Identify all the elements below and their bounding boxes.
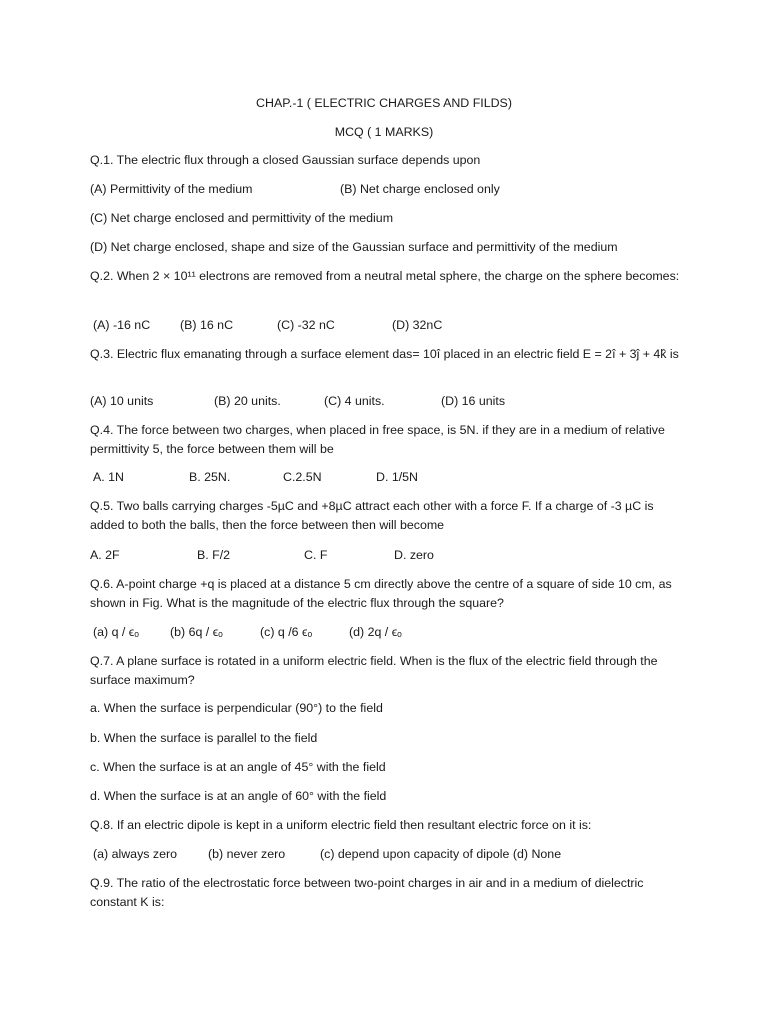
question-3-option-b: (B) 20 units. [214,394,281,408]
question-2-option-c: (C) -32 nC [277,318,335,332]
question-3-text: Q.3. Electric flux emanating through a surface element das= 10î placed in an electric field E = 2î + 3ĵ + 4k̂ is [90,347,679,361]
question-8-text: Q.8. If an electric dipole is kept in a uniform electric field then resultant electric force on it is: [90,818,592,832]
question-1-option-c: (C) Net charge enclosed and permittivity of the medium [90,211,394,225]
question-7-option-b: b. When the surface is parallel to the field [90,731,318,745]
question-2-option-b: (B) 16 nC [180,318,234,332]
question-4-option-c: C.2.5N [283,470,322,484]
question-5-text: Q.5. Two balls carrying charges -5µC and +8µC attract each other with a force F. If a charge of -3 µC is added to both the balls, then the force between then will become [90,499,654,532]
question-6-options [90,623,690,642]
question-9-text: Q.9. The ratio of the electrostatic force between two-point charges in air and in a medium of dielectric constant K is: [90,876,644,909]
question-3-option-c: (C) 4 units. [324,394,385,408]
question-8-option-c: (c) depend upon capacity of dipole (d) None [320,847,562,861]
question-1-options-row-1 [90,180,690,199]
question-3-option-d: (D) 16 units [441,394,506,408]
question-1-option-d: (D) Net charge enclosed, shape and size of the Gaussian surface and permittivity of the medium [90,240,618,254]
question-1-option-b: (B) Net charge enclosed only [340,182,500,196]
question-2-option-d: (D) 32nC [392,318,443,332]
question-5-option-b: B. F/2 [197,548,231,562]
question-6-text: Q.6. A-point charge +q is placed at a distance 5 cm directly above the centre of a square of side 10 cm, as shown in Fig. What is the magnitude of the electric flux through the square? [90,577,672,610]
question-7-option-c: c. When the surface is at an angle of 45° with the field [90,760,386,774]
question-7-text: Q.7. A plane surface is rotated in a uniform electric field. When is the flux of the electric field through the surface maximum? [90,654,658,687]
question-8-options [90,845,690,864]
question-5-options [90,546,690,565]
question-3-options [90,392,690,411]
question-6-option-d: (d) 2q / ϵₒ [349,625,402,639]
question-8-option-b: (b) never zero [208,847,286,861]
question-2-option-a: (A) -16 nC [93,318,151,332]
question-6-option-b: (b) 6q / ϵₒ [170,625,223,639]
question-7-option-a: a. When the surface is perpendicular (90°) to the field [90,701,383,715]
question-5-option-c: C. F [304,548,328,562]
question-1-option-a: (A) Permittivity of the medium [90,182,253,196]
question-5-option-a: A. 2F [90,548,120,562]
question-6-option-c: (c) q /6 ϵₒ [260,625,313,639]
question-4-option-d: D. 1/5N [376,470,419,484]
question-2-text: Q.2. When 2 × 10¹¹ electrons are removed from a neutral metal sphere, the charge on the sphere becomes: [90,269,680,283]
question-4-options [90,468,690,487]
question-4-option-b: B. 25N. [189,470,231,484]
question-7-option-d: d. When the surface is at an angle of 60° with the field [90,789,387,803]
question-2-options [90,316,690,335]
question-8-option-a: (a) always zero [93,847,178,861]
page-title: CHAP.-1 ( ELECTRIC CHARGES AND FILDS) [256,96,512,110]
question-3-option-a: (A) 10 units [90,394,154,408]
page-subtitle: MCQ ( 1 MARKS) [334,125,434,139]
question-4-text: Q.4. The force between two charges, when placed in free space, is 5N. if they are in a medium of relative permittivity 5, the force between them will be [90,423,665,456]
question-6-option-a: (a) q / ϵₒ [93,625,139,639]
question-4-option-a: A. 1N [93,470,124,484]
question-5-option-d: D. zero [394,548,434,562]
question-1-text: Q.1. The electric flux through a closed Gaussian surface depends upon [90,153,481,167]
